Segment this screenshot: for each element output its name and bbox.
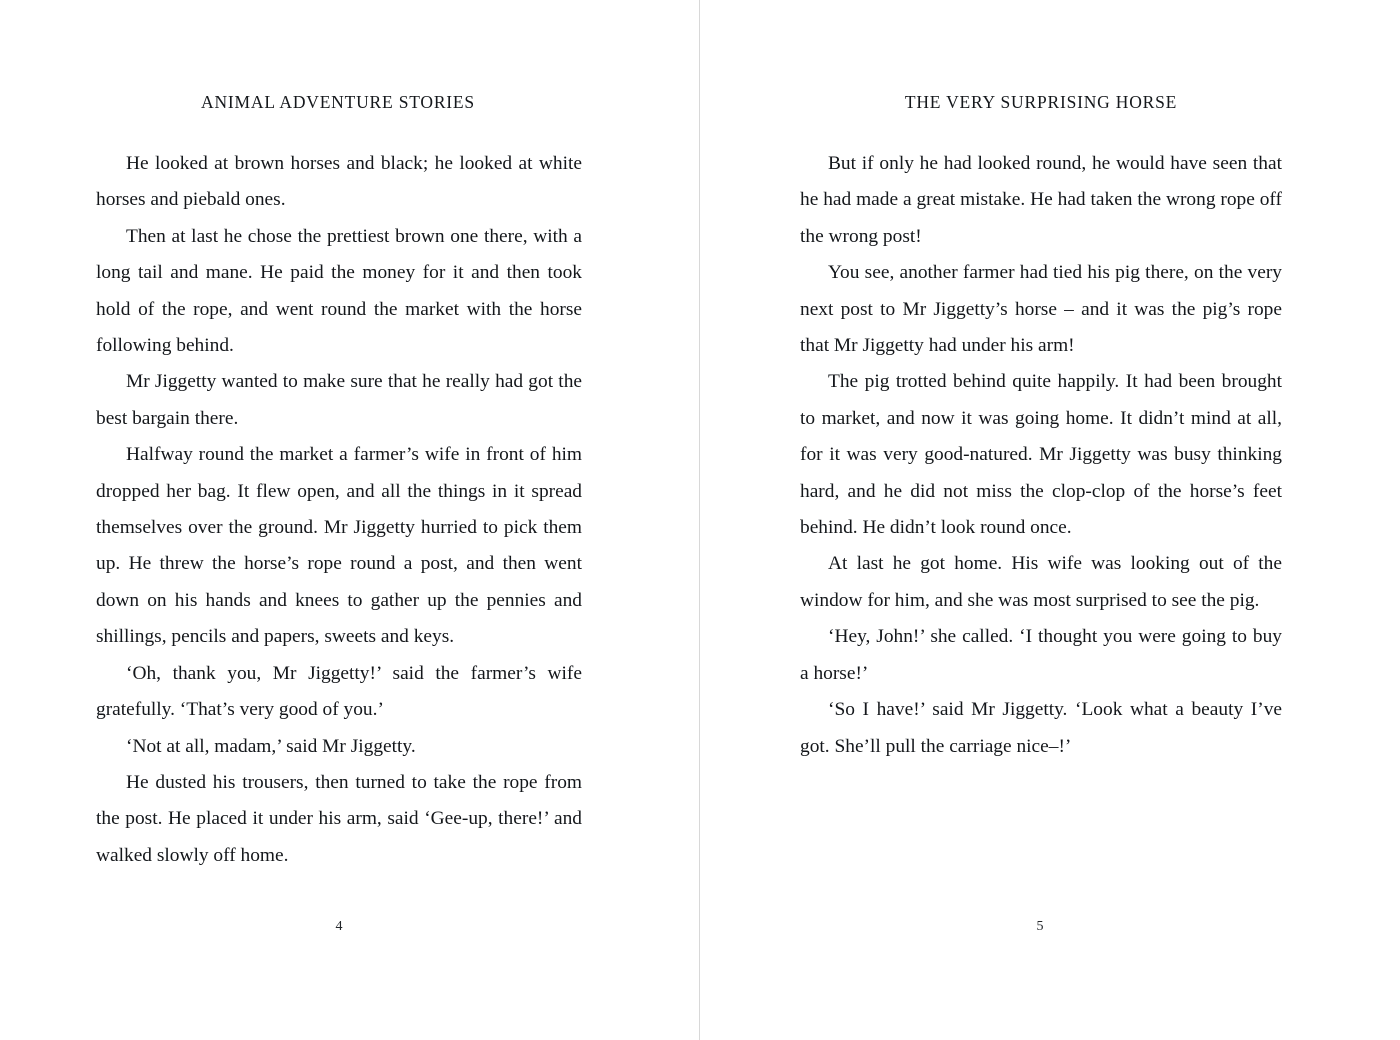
page-number-right: 5 [1036,919,1044,934]
paragraph: At last he got home. His wife was looking out of the window for him, and she was most surprised to see the pig. [800,553,1282,611]
paragraph: He looked at brown horses and black; he looked at white horses and piebald ones. [96,153,582,211]
paragraph: You see, another farmer had tied his pig there, on the very next post to Mr Jiggetty’s horse – and it was the pig’s rope that Mr Jiggetty had under his arm! [800,262,1282,357]
body-text-right [800,146,1282,765]
paragraph: ‘Hey, John!’ she called. ‘I thought you were going to buy a horse!’ [800,626,1282,684]
paragraph: Halfway round the market a farmer’s wife in front of him dropped her bag. It flew open, and all the things in it spread themselves over the ground. Mr Jiggetty hurried to pick them up. He threw the horse’s rope round a post, and then went down on his hands and knees to gather up the pennies and shillings, pencils and papers, sweets and keys. [96,444,582,648]
paragraph: Mr Jiggetty wanted to make sure that he really had got the best bargain there. [96,371,582,429]
paragraph: But if only he had looked round, he would have seen that he had made a great mistake. He had taken the wrong rope off the wrong post! [800,153,1282,247]
running-head-left: ANIMAL ADVENTURE STORIES [201,92,475,112]
page-right [700,0,1400,1040]
running-head-right: THE VERY SURPRISING HORSE [904,92,1178,112]
body-text-left [96,146,582,874]
paragraph: He dusted his trousers, then turned to take the rope from the post. He placed it under his arm, said ‘Gee-up, there!’ and walked slowly off home. [96,771,582,866]
paragraph: ‘Oh, thank you, Mr Jiggetty!’ said the farmer’s wife gratefully. ‘That’s very good of you.’ [96,662,582,721]
paragraph: ‘So I have!’ said Mr Jiggetty. ‘Look what a beauty I’ve got. She’ll pull the carriage nice–!’ [800,699,1282,757]
paragraph: ‘Not at all, madam,’ said Mr Jiggetty. [126,735,416,757]
paragraph: Then at last he chose the prettiest brown one there, with a long tail and mane. He paid the money for it and then took hold of the rope, and went round the market with the horse following behind. [96,225,582,357]
page-number-left: 4 [335,919,343,934]
paragraph: The pig trotted behind quite happily. It had been brought to market, and now it was going home. It didn’t mind at all, for it was very good-natured. Mr Jiggetty was busy thinking hard, and he did not miss the clop-clop of the horse’s feet behind. He didn’t look round once. [800,371,1282,539]
